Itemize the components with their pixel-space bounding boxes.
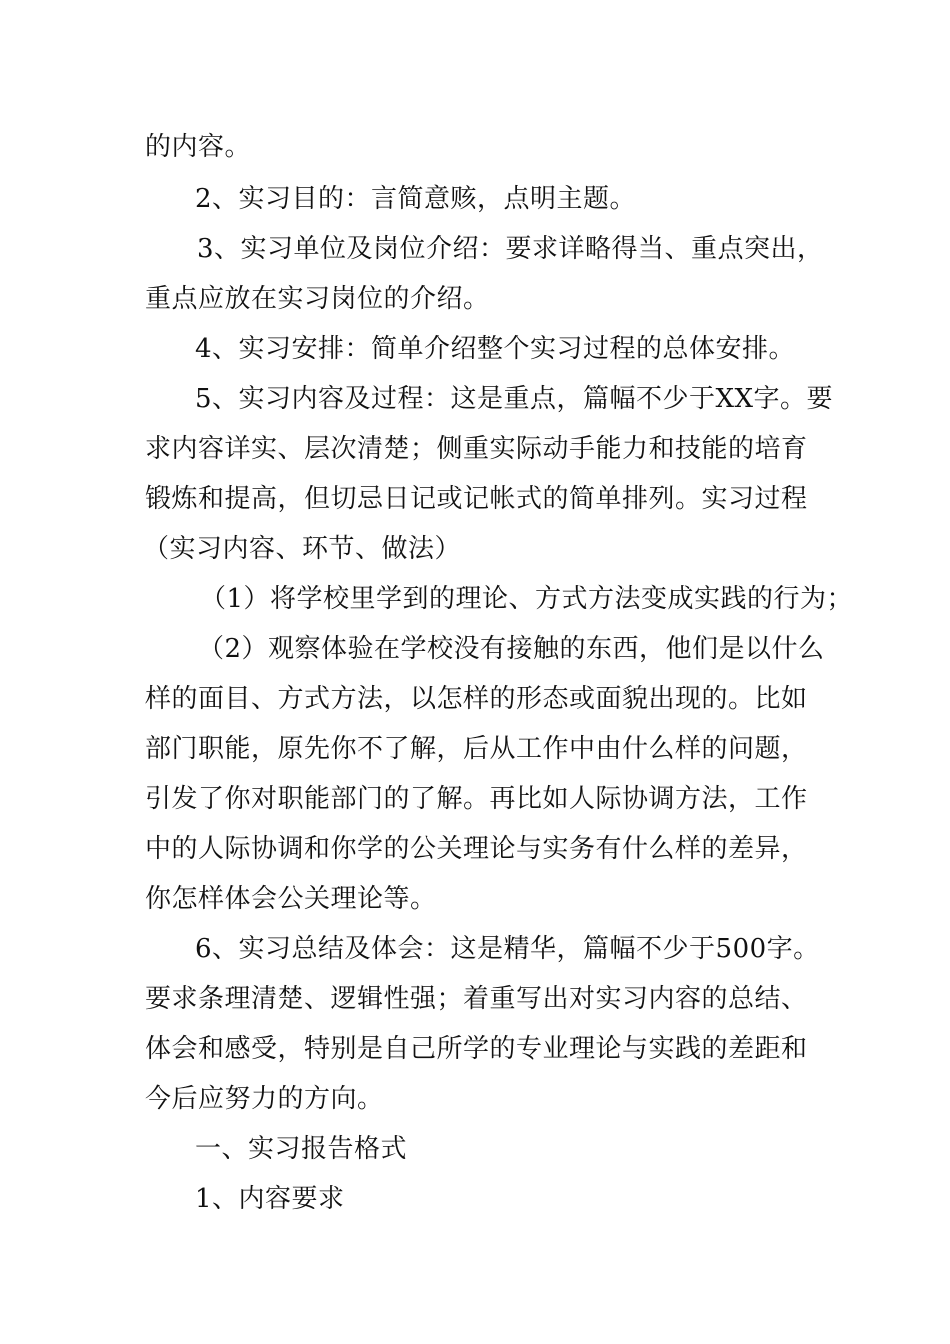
text-line: 部门职能，原先你不了解，后从工作中由什么样的问题， (145, 734, 808, 764)
text-line: 的内容。 (145, 132, 252, 162)
text-line: （实习内容、环节、做法） (143, 534, 462, 564)
text-line: 2、实习目的：言简意赅，点明主题。 (195, 184, 637, 214)
subsection-heading: 1、内容要求 (195, 1184, 345, 1214)
text-line: 重点应放在实习岗位的介绍。 (145, 284, 490, 314)
text-line: 求内容详实、层次清楚；侧重实际动手能力和技能的培育 (145, 434, 808, 464)
section-heading: 一、实习报告格式 (195, 1134, 408, 1164)
text-line: 4、实习安排：简单介绍整个实习过程的总体安排。 (195, 334, 796, 364)
text-line: 6、实习总结及体会：这是精华，篇幅不少于500字。 (195, 934, 820, 964)
text-line: 你怎样体会公关理论等。 (145, 884, 437, 914)
text-line: 引发了你对职能部门的了解。再比如人际协调方法，工作 (145, 784, 808, 814)
text-line: 中的人际协调和你学的公关理论与实务有什么样的差异， (145, 834, 808, 864)
text-line: 5、实习内容及过程：这是重点，篇幅不少于XX字。要 (195, 384, 834, 414)
text-line: 体会和感受，特别是自己所学的专业理论与实践的差距和 (145, 1034, 808, 1064)
text-line: （1）将学校里学到的理论、方式方法变成实践的行为； (200, 584, 854, 614)
text-line: 3、实习单位及岗位介绍：要求详略得当、重点突出， (197, 234, 824, 264)
text-line: （2）观察体验在学校没有接触的东西，他们是以什么 (198, 634, 825, 664)
text-line: 要求条理清楚、逻辑性强；着重写出对实习内容的总结、 (145, 984, 808, 1014)
text-line: 样的面目、方式方法，以怎样的形态或面貌出现的。比如 (145, 684, 808, 714)
text-line: 今后应努力的方向。 (145, 1084, 384, 1114)
text-line: 锻炼和提高，但切忌日记或记帐式的简单排列。实习过程 (145, 484, 808, 514)
